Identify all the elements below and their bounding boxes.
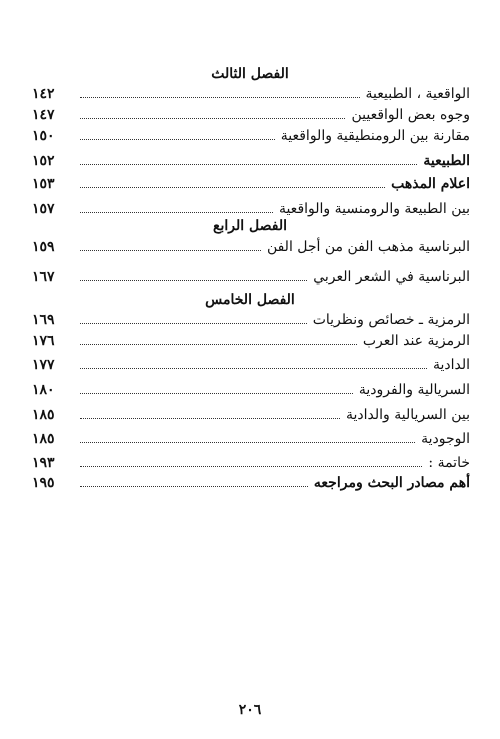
dot-leader <box>80 211 273 213</box>
toc-page-number: ١٧٦ <box>32 333 55 349</box>
toc-entry-title: الدادية <box>432 357 470 373</box>
toc-page-number: ١٥٣ <box>32 176 55 192</box>
dot-leader <box>80 465 422 467</box>
toc-page-number: ١٨٥ <box>32 407 55 423</box>
toc-entry-title: البرناسية في الشعر العربي <box>313 269 470 285</box>
toc-page-number: ١٥٠ <box>32 128 55 144</box>
dot-leader <box>80 163 417 165</box>
dot-leader <box>80 343 357 345</box>
toc-entry-title: السريالية والفرودية <box>358 382 470 398</box>
toc-page-number: ١٩٣ <box>32 455 55 471</box>
toc-entry <box>32 308 470 328</box>
toc-entry <box>32 329 470 349</box>
toc-page-number: ١٥٩ <box>32 239 55 255</box>
toc-entry <box>32 403 470 423</box>
dot-leader <box>80 186 385 188</box>
toc-entry-title: الرمزية ـ خصائص ونظريات <box>312 312 470 328</box>
toc-entry <box>32 265 470 285</box>
toc-entry-title: خاتمة : <box>428 455 470 471</box>
toc-entry-title: بين الطبيعة والرومنسية والواقعية <box>278 201 470 217</box>
toc-page-number: ١٨٠ <box>32 382 55 398</box>
toc-page-number: ١٥٧ <box>32 201 55 217</box>
toc-entry-title: اعلام المذهب <box>391 176 470 192</box>
toc-page-number: ١٥٢ <box>32 153 55 169</box>
toc-entry-title: وجوه بعض الواقعيين <box>351 107 470 123</box>
toc-entry <box>32 172 470 192</box>
toc-entry-title: أهم مصادر البحث ومراجعه <box>313 475 470 491</box>
toc-page-number: ١٦٩ <box>32 312 55 328</box>
dot-leader <box>80 96 360 98</box>
toc-entry <box>32 103 470 123</box>
toc-entry <box>32 378 470 398</box>
toc-entry <box>32 235 470 255</box>
toc-entry-title: الرمزية عند العرب <box>362 333 470 349</box>
chapter-heading: الفصل الرابع <box>213 218 287 234</box>
toc-page-number: ١٤٧ <box>32 107 55 123</box>
toc-entry-title: الطبيعية <box>423 153 470 169</box>
dot-leader <box>80 117 345 119</box>
dot-leader <box>80 485 308 487</box>
dot-leader <box>80 417 340 419</box>
toc-page-number: ١٧٧ <box>32 357 55 373</box>
toc-entry <box>32 451 470 471</box>
toc-entry <box>32 197 470 217</box>
toc-entry <box>32 427 470 447</box>
toc-entry <box>32 471 470 491</box>
toc-page-number: ١٨٥ <box>32 431 55 447</box>
chapter-heading: الفصل الخامس <box>205 292 295 308</box>
toc-entry-title: البرناسية مذهب الفن من أجل الفن <box>266 239 470 255</box>
toc-entry-title: بين السريالية والدادية <box>346 407 470 423</box>
chapter-heading: الفصل الثالث <box>211 66 289 82</box>
dot-leader <box>80 441 415 443</box>
toc-entry-title: مقارنة بين الرومنطيقية والواقعية <box>280 128 470 144</box>
dot-leader <box>80 279 307 281</box>
toc-page-number: ١٤٢ <box>32 86 55 102</box>
dot-leader <box>80 249 261 251</box>
toc-entry-title: الواقعية ، الطبيعية <box>365 86 470 102</box>
dot-leader <box>80 392 353 394</box>
toc-entry <box>32 353 470 373</box>
toc-entry <box>32 124 470 144</box>
page-number: ٢٠٦ <box>238 702 262 718</box>
toc-entry <box>32 149 470 169</box>
toc-page-number: ١٩٥ <box>32 475 55 491</box>
toc-entry-title: الوجودية <box>421 431 470 447</box>
toc-entry <box>32 82 470 102</box>
dot-leader <box>80 322 307 324</box>
toc-page-number: ١٦٧ <box>32 269 55 285</box>
dot-leader <box>80 367 427 369</box>
dot-leader <box>80 138 275 140</box>
